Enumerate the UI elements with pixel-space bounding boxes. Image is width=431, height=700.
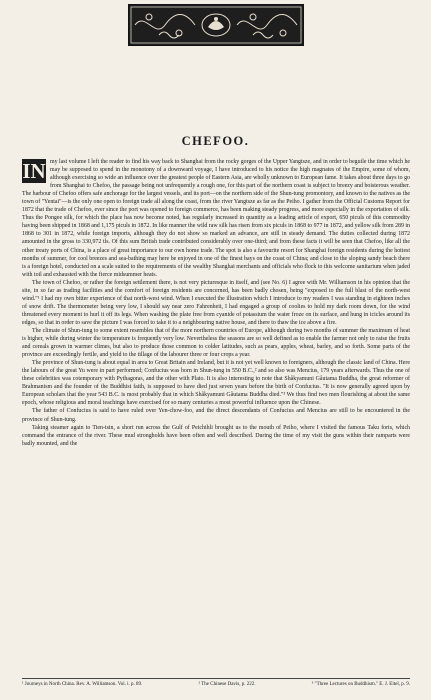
ornament-icon — [129, 5, 303, 45]
paragraph: The province of Shun-tung is about equal in area to Great Britain and Ireland, but it is not yet well known to foreigners, although the classic land of China. Here the labours of the great Yu were in part performed; Confucius was born in Shun-tung in 550 B.C.,² and so also was Mencius, 179 years afterwards. Thus the one of these celebrities was cotemporary with Pythagoras, and the other with Plato. It is also interesting to note that Shâkyamuni Gâutama Buddha, the great reformer of Brahmanism and the founder of the Buddhist faith, is supposed to have died just seven years before the birth of Confucius. "It is now generally agreed upon by European scholars that the year 543 B.C. is most probably that in which Shâkyamuni Gâutama Buddha died."³ We thus find two men flourishing at about the same epoch, whose religious and moral teachings have exercised for so many centuries a most powerful influence upon the Chinese. — [22, 360, 410, 407]
footnote: ¹ Journeys in North China. Rev. A. Williamson. Vol. i. p. 89. — [22, 682, 143, 687]
page-title: CHEFOO. — [181, 134, 250, 148]
paragraph: The father of Confucius is said to have ruled over Yen-chow-foo, and the direct descendants of Confucius and Mencius are still to be encountered in the province of Shun-tung. — [22, 408, 410, 423]
body-text — [22, 158, 410, 448]
paragraph — [22, 158, 410, 279]
paragraph: The climate of Shun-tung to some extent resembles that of the more northern countries of Europe, although during two months of summer the maximum of heat is higher, while during winter the temperature is frequently very low. Nevertheless the seasons are so well defined as to enable the farmer not only to raise the fruits and cereals grown in warmer climes, but also to produce those common to colder latitudes, such as pears, apples, wheat, barley, and so forth. Some parts of the province are exceedingly fertile, and yield to the tillage of the labourer three or four crops a year. — [22, 327, 410, 359]
drop-cap: IN — [22, 159, 46, 183]
paragraph: The town of Chefoo, or rather the foreign settlement there, is not very picturesque in itself, and (see No. 6) I agree with Mr. Williamson in his opinion that the site, in so far as trading facilities and the comfort of foreign residents are concerned, has been badly chosen, being "exposed to the full blast of the north-west wind."¹ I had my own bitter experience of that north-west wind. When I executed the illustration which I introduce to my readers I was standing in eighteen inches of snow drift. The thermometer being very low, I should say near zero Fahrenheit, I had engaged a group of coolies to hold my dark room down, for the wind threatened every moment to hurl it off its legs. When washing the plate free from cyanide of potassium the water froze on its surface, and hung in icicles around its edges, so that in order to save the picture I was forced to take it to a neighbouring native house, and there to thaw the ice above a fire. — [22, 279, 410, 326]
footnote: ³ "Three Lectures on Buddhism." E. J. Eitel, p. 9. — [311, 682, 410, 687]
paragraph-text: my last volume I left the reader to find his way back to Shanghai from the rocky gorges of the Upper Yangtsze, and in order to beguile the time which he may be supposed to spend in the monotony of a downward voyage, I have introduced to his notice the high magnates of the Empire, some of whom, although exercising so wide an influence over the greatest people of Eastern Asia, are wholly unknown to European fame. It takes about three days to go from Shanghai to Chefoo, the passage being not unfrequently a rough one, for this part of the northern coast is subject to breezy and boisterous weather. The harbour of Chefoo offers safe anchorage for the largest vessels, and its port—on the northern side of the Shun-tung promontory, and known to the natives as the town of "Yentai"—is the only one open to foreign trade all along the coast, from the river Yangtsze as far as the Peiho. I gather from the Official Customs Report for 1872 that the trade of Chefoo, ever since the port was opened to foreign commerce, has been making steady progress, and more especially in the exportation of silk. Thus the Pongee silk, for which the place has now become noted, has regularly increased in quantity as a leading article of export, 650 piculs of this commodity having been shipped in 1868 and 1,175 piculs in 1872. In like manner the wild raw silk has risen from six piculs in 1868 to 977 in 1872, and yellow silk from 289 in 1868 to 301 in 1872, while foreign imports, although they do not show so marked an advance, are still in steady demand. The duties collected during 1872 amounted in the gross to 330,972 tls. Of this sum British trade contributed considerably over one-third; and from these facts it will be seen that Chefoo, like all the other treaty ports of China, is a place of great importance to our own home trade. The spot is also a favourite resort for Shanghai foreign residents during the hottest months of summer, for cool breezes and sea-bathing may here be enjoyed in one of the finest bays on the coast of China; and close to the sloping sandy beach there is a foreign hotel, conducted on a scale suited to the requirements of the wealthy Shanghai merchants and officials who flock to this welcome sanitarium when jaded with toil and exhausted with the fierce midsummer heats. — [22, 159, 410, 278]
paragraph: Taking steamer again to Tien-tsin, a short run across the Gulf of Peichihli brought us to the mouth of Peiho, where I visited the famous Taku forts, which command the entrance of the river. These mud strongholds have been often and well described. During the time of my visit the guns within their ramparts were badly mounted, and the — [22, 424, 410, 447]
ornamental-headpiece — [128, 4, 304, 46]
footnote: ² The Chinese Davis, p. 222. — [198, 682, 256, 687]
footnotes — [22, 681, 410, 688]
footnote-divider — [22, 678, 410, 679]
